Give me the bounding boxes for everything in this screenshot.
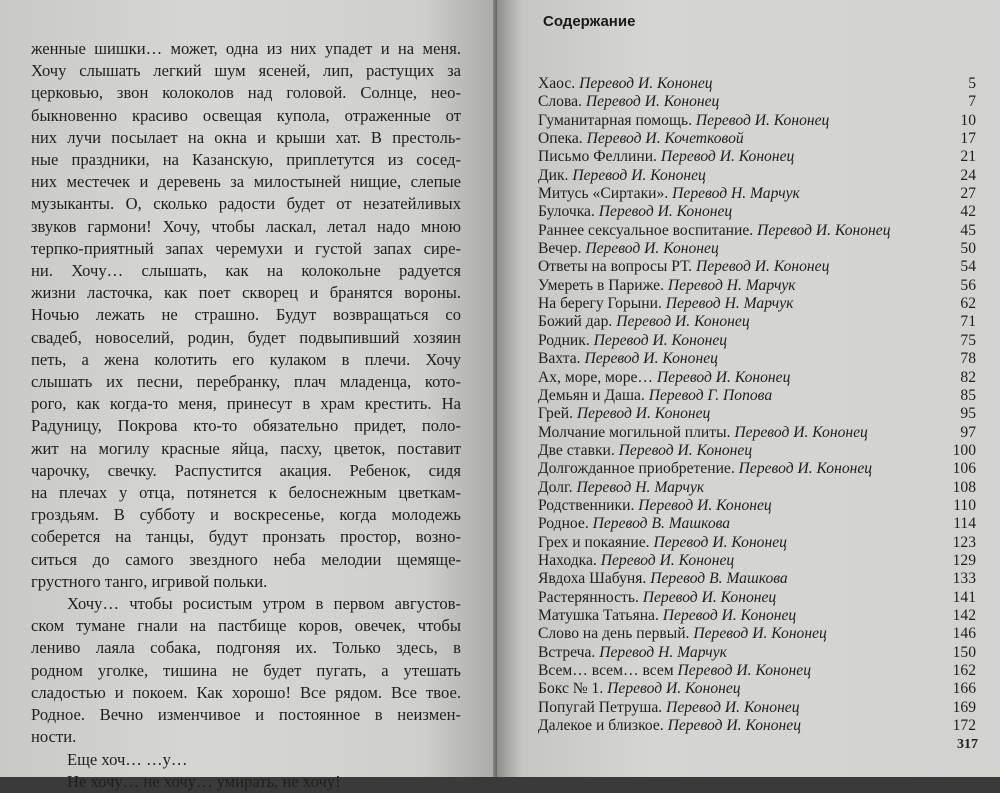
toc-entry-translator: Перевод Н. Марчук [665, 295, 794, 313]
toc-entry-title: Всем… всем… всем [538, 662, 674, 679]
toc-entry [538, 387, 978, 405]
toc-entry-page: 114 [953, 515, 976, 533]
toc-entry-translator: Перевод И. Кононец [598, 203, 733, 221]
text-line: Родное. Вечно изменчивое и постоянное в неизмен- [31, 705, 461, 725]
toc-entry-page: 82 [960, 368, 976, 386]
toc-entry-title: Ах, море, море… [538, 368, 654, 386]
toc-entry-translator: Перевод Н. Марчук [672, 185, 800, 203]
toc-entry-translator: Перевод В. Машкова [592, 515, 731, 533]
toc-entry [538, 112, 978, 130]
toc-entry [538, 424, 978, 442]
text-line: Радуницу, Покрова кто-то обязательно придет, поло- [31, 416, 461, 436]
text-line: ском тумане гнали на пастбище коров, овечек, чтобы [31, 616, 461, 636]
text-line: ситься до самого звездного неба мелодии щемяще- [31, 549, 461, 569]
toc-entry [538, 130, 978, 148]
toc-entry [538, 680, 978, 698]
toc-entry-page: 141 [952, 588, 976, 606]
text-line: родном уголке, тишина не будет пугать, а утешать [31, 660, 461, 680]
toc-entry [538, 93, 978, 111]
toc-entry [538, 717, 978, 735]
text-line: них местечек и деревень за милостыней нищие, слепые [31, 172, 461, 192]
toc-entry-page: 17 [960, 130, 976, 148]
text-line: них лучи посылает на окна и крыши хат. В престоль- [31, 127, 461, 147]
toc-entry-page: 169 [952, 698, 976, 716]
toc-entry-page: 75 [960, 331, 976, 349]
text-line: на плечах у отца, потянется к белоснежным цветкам- [31, 483, 461, 503]
toc-entry-page: 7 [968, 93, 976, 111]
toc-entry-page: 108 [952, 478, 976, 496]
toc-entry-translator: Перевод Н. Марчук [576, 478, 705, 496]
toc-entry-page: 146 [952, 625, 976, 643]
toc-entry-page: 97 [960, 423, 976, 441]
toc-entry-translator: Перевод Г. Попова [648, 386, 773, 404]
text-line: Хочу… чтобы росистым утром в первом августов- [67, 594, 461, 614]
toc-entry [538, 534, 978, 552]
text-line: церковью, звон колоколов над головой. Солнце, нео- [31, 83, 461, 103]
text-line: Ночью лежать не страшно. Будут возвращаться со [31, 305, 461, 325]
toc-entry-title: Раннее сексуальное воспитание. [538, 221, 754, 239]
toc-entry [538, 497, 978, 515]
toc-entry-page: 50 [960, 240, 976, 258]
toc-entry-title: Растерянность. [538, 588, 639, 606]
text-line: соберется на танцы, будут пронзать простор, возно- [31, 527, 461, 547]
toc-entry-translator: Перевод И. Кононец [579, 75, 713, 92]
toc-entry-page: 42 [960, 203, 976, 221]
toc-entry [538, 350, 978, 368]
toc-entry-title: Матушка Татьяна. [538, 606, 659, 624]
toc-entry-page: 85 [960, 386, 976, 404]
toc-entry-page: 166 [952, 680, 976, 698]
toc-entry-page: 10 [960, 111, 976, 129]
text-line: жит на могилу красные яйца, пасху, цветок, поставит [31, 438, 461, 458]
toc-entry-title: Долг. [538, 478, 573, 496]
toc-entry-title: Опека. [538, 130, 583, 148]
toc-entry [538, 552, 978, 570]
toc-entry-page: 24 [960, 166, 976, 184]
text-line: музыканты. О, сколько радости будет от незатейливых [31, 194, 461, 214]
toc-entry-translator: Перевод И. Кононец [642, 588, 777, 606]
toc-entry-page: 78 [960, 350, 976, 368]
toc-entry-title: Находка. [538, 551, 597, 569]
toc-entry-title: Явдоха Шабуня. [538, 570, 647, 588]
toc-entry [538, 369, 978, 387]
toc-entry-page: 162 [952, 662, 976, 679]
toc-entry-title: Демьян и Даша. [538, 386, 645, 404]
text-line: гроздьям. В субботу и воскресенье, когда молодежь [31, 505, 461, 525]
toc-entry-title: Ответы на вопросы РТ. [538, 258, 693, 276]
toc-entry-title: Хаос. [538, 75, 576, 92]
toc-entry-title: Булочка. [538, 203, 595, 221]
toc-entry-translator: Перевод И. Кононец [616, 313, 750, 331]
toc-entry-title: Умереть в Париже. [538, 276, 664, 294]
toc-entry [538, 258, 978, 276]
toc-entry [538, 607, 978, 625]
toc-entry-title: Грей. [538, 405, 573, 423]
toc-entry-page: 62 [960, 295, 976, 313]
text-line: быкновенно красиво освещая купола, отраженные от [31, 105, 461, 125]
text-line: сладостью и покоем. Как хорошо! Все рядом. Все твое. [31, 682, 461, 702]
toc-entry-translator: Перевод И. Кононец [734, 423, 868, 441]
toc-entry [538, 240, 978, 258]
toc-entry-translator: Перевод И. Кононец [572, 166, 706, 184]
toc-entry-title: Родник. [538, 331, 590, 349]
text-line: ности. [31, 727, 77, 747]
toc-entry-translator: Перевод В. Машкова [650, 570, 788, 588]
text-line: лениво лаяла собака, подгоняя их. Только здесь, в [31, 638, 461, 658]
text-line: чарочку, свечку. Распустится акация. Ребенок, сидя [31, 460, 461, 480]
toc-entry [538, 75, 978, 93]
toc-entry-title: Бокс № 1. [538, 680, 604, 698]
toc-entry-title: Вечер. [538, 240, 582, 258]
text-line: Хочу слышать легкий шум ясеней, лип, растущих за [31, 61, 461, 81]
toc-entry-page: 54 [960, 258, 976, 276]
toc-entry-translator: Перевод И. Кононец [585, 93, 720, 111]
toc-entry-translator: Перевод И. Кононец [576, 405, 711, 423]
toc-entry-title: Слово на день первый. [538, 625, 690, 643]
toc-entry-page: 110 [953, 496, 976, 514]
toc-entry-title: Гуманитарная помощь. [538, 111, 692, 129]
toc-entry-title: Вахта. [538, 350, 581, 368]
toc-entry-translator: Перевод И. Кононец [656, 368, 791, 386]
toc-entry [538, 644, 978, 662]
toc-entry-title: Далекое и близкое. [538, 717, 664, 735]
left-page [0, 0, 497, 791]
toc-entry-translator: Перевод И. Кононец [667, 717, 802, 735]
toc-entry [538, 222, 978, 240]
toc-entry [538, 148, 978, 166]
toc-entry [538, 699, 978, 717]
toc-entry [538, 460, 978, 478]
toc-entry-translator: Перевод И. Кононец [757, 221, 891, 239]
toc-entry [538, 167, 978, 185]
toc-entry-title: Митусь «Сиртаки». [538, 185, 669, 203]
right-page [497, 0, 1000, 777]
toc-entry-title: Молчание могильной плиты. [538, 423, 731, 441]
toc-entry [538, 313, 978, 331]
toc-entry-title: Попугай Петруша. [538, 698, 663, 716]
toc-entry-title: Долгожданное приобретение. [538, 460, 735, 478]
toc-entry-translator: Перевод И. Кононец [618, 441, 753, 459]
toc-entry-translator: Перевод И. Кононец [666, 698, 800, 716]
toc-entry-page: 27 [960, 185, 976, 203]
toc-entry-translator: Перевод И. Кононец [584, 350, 718, 368]
text-line: рого, как когда-то меня, принесут в храм крестить. На [31, 394, 461, 414]
toc-entry-page: 95 [960, 405, 976, 423]
toc-entry-translator: Перевод И. Кононец [695, 258, 830, 276]
text-line: Еще хоч… …у… [67, 749, 188, 769]
toc-entry-title: Встреча. [538, 643, 596, 661]
toc-entry-translator: Перевод И. Кононец [660, 148, 795, 166]
toc-entry-page: 123 [952, 533, 976, 551]
toc-entry-title: Дик. [538, 166, 569, 184]
toc-entry [538, 442, 978, 460]
toc-entry [538, 332, 978, 350]
toc-entry-title: Слова. [538, 93, 582, 111]
toc-entry-translator: Перевод И. Кононец [693, 625, 827, 643]
text-line: ные праздники, на Казанскую, приплетутся из сосед- [31, 150, 461, 170]
toc-entry [538, 662, 978, 680]
text-line: петь, а жена колотить его кулаком в плечи. Хочу [31, 349, 461, 369]
body-text [31, 38, 461, 793]
toc-entry-page: 133 [952, 570, 976, 588]
text-line: слышать их песни, перебранку, плач младенца, кото- [31, 372, 461, 392]
toc-entry [538, 625, 978, 643]
text-line: звуков гармони! Хочу, чтобы ласкал, летал надо мною [31, 216, 461, 236]
toc-entry-title: Родное. [538, 515, 589, 533]
toc-entry-translator: Перевод И. Кононец [593, 331, 728, 349]
toc-entry [538, 185, 978, 203]
toc-entry-title: Грех и покаяние. [538, 533, 650, 551]
toc-entry-page: 150 [952, 643, 976, 661]
toc-entry-title: На берегу Горыни. [538, 295, 662, 313]
text-line: грустного танго, игривой польки. [31, 571, 268, 591]
toc-entry-title: Божий дар. [538, 313, 613, 331]
text-line: женные шишки… может, одна из них упадет и на меня. [31, 39, 461, 58]
toc-entry-title: Письмо Феллини. [538, 148, 657, 166]
toc-entry [538, 277, 978, 295]
toc-entry-page: 56 [960, 276, 976, 294]
toc-entry-page: 142 [952, 606, 976, 624]
toc-entry-translator: Перевод Н. Марчук [599, 643, 727, 661]
toc-entry-title: Родственники. [538, 496, 635, 514]
toc-entry-translator: Перевод И. Кононец [738, 460, 873, 478]
toc-entry-translator: Перевод И. Кононец [695, 111, 830, 129]
toc-entry-page: 106 [952, 460, 976, 478]
toc-entry-page: 45 [960, 221, 976, 239]
toc-entry-translator: Перевод И. Кочетковой [586, 130, 744, 148]
toc-entry [538, 589, 978, 607]
toc-entry-translator: Перевод И. Кононец [662, 606, 797, 624]
toc-entry-translator: Перевод И. Кононец [638, 496, 772, 514]
toc-entry-page: 100 [952, 441, 976, 459]
toc-entry [538, 570, 978, 588]
toc-entry-page: 172 [952, 717, 976, 735]
page-number: 317 [957, 737, 978, 752]
table-of-contents [538, 75, 978, 735]
toc-entry-translator: Перевод И. Кононец [677, 662, 811, 679]
toc-entry-title: Две ставки. [538, 441, 615, 459]
text-line: терпко-приятный запах черемухи и густой запах сире- [31, 238, 461, 258]
toc-entry-translator: Перевод И. Кононец [607, 680, 741, 698]
text-line: ни. Хочу… слышать, как на колокольне радуется [31, 261, 461, 281]
toc-entry [538, 405, 978, 423]
toc-entry-page: 5 [968, 75, 976, 92]
toc-entry [538, 203, 978, 221]
toc-entry-translator: Перевод Н. Марчук [667, 276, 796, 294]
toc-entry-translator: Перевод И. Кононец [653, 533, 787, 551]
toc-entry-page: 71 [960, 313, 976, 331]
toc-entry [538, 515, 978, 533]
toc-entry [538, 295, 978, 313]
toc-entry [538, 479, 978, 497]
text-line: Не хочу… не хочу… умирать, не хочу! [67, 771, 341, 791]
toc-entry-translator: Перевод И. Кононец [585, 240, 719, 258]
text-line: жизни ласточка, как поет скворец и бранятся вороны. [31, 283, 461, 303]
text-line: свадеб, новоселий, родин, будет подвыпивший хозяин [31, 327, 461, 347]
toc-entry-translator: Перевод И. Кононец [600, 551, 735, 569]
toc-entry-page: 21 [960, 148, 976, 166]
contents-heading: Содержание [543, 13, 636, 30]
toc-entry-page: 129 [952, 551, 976, 569]
